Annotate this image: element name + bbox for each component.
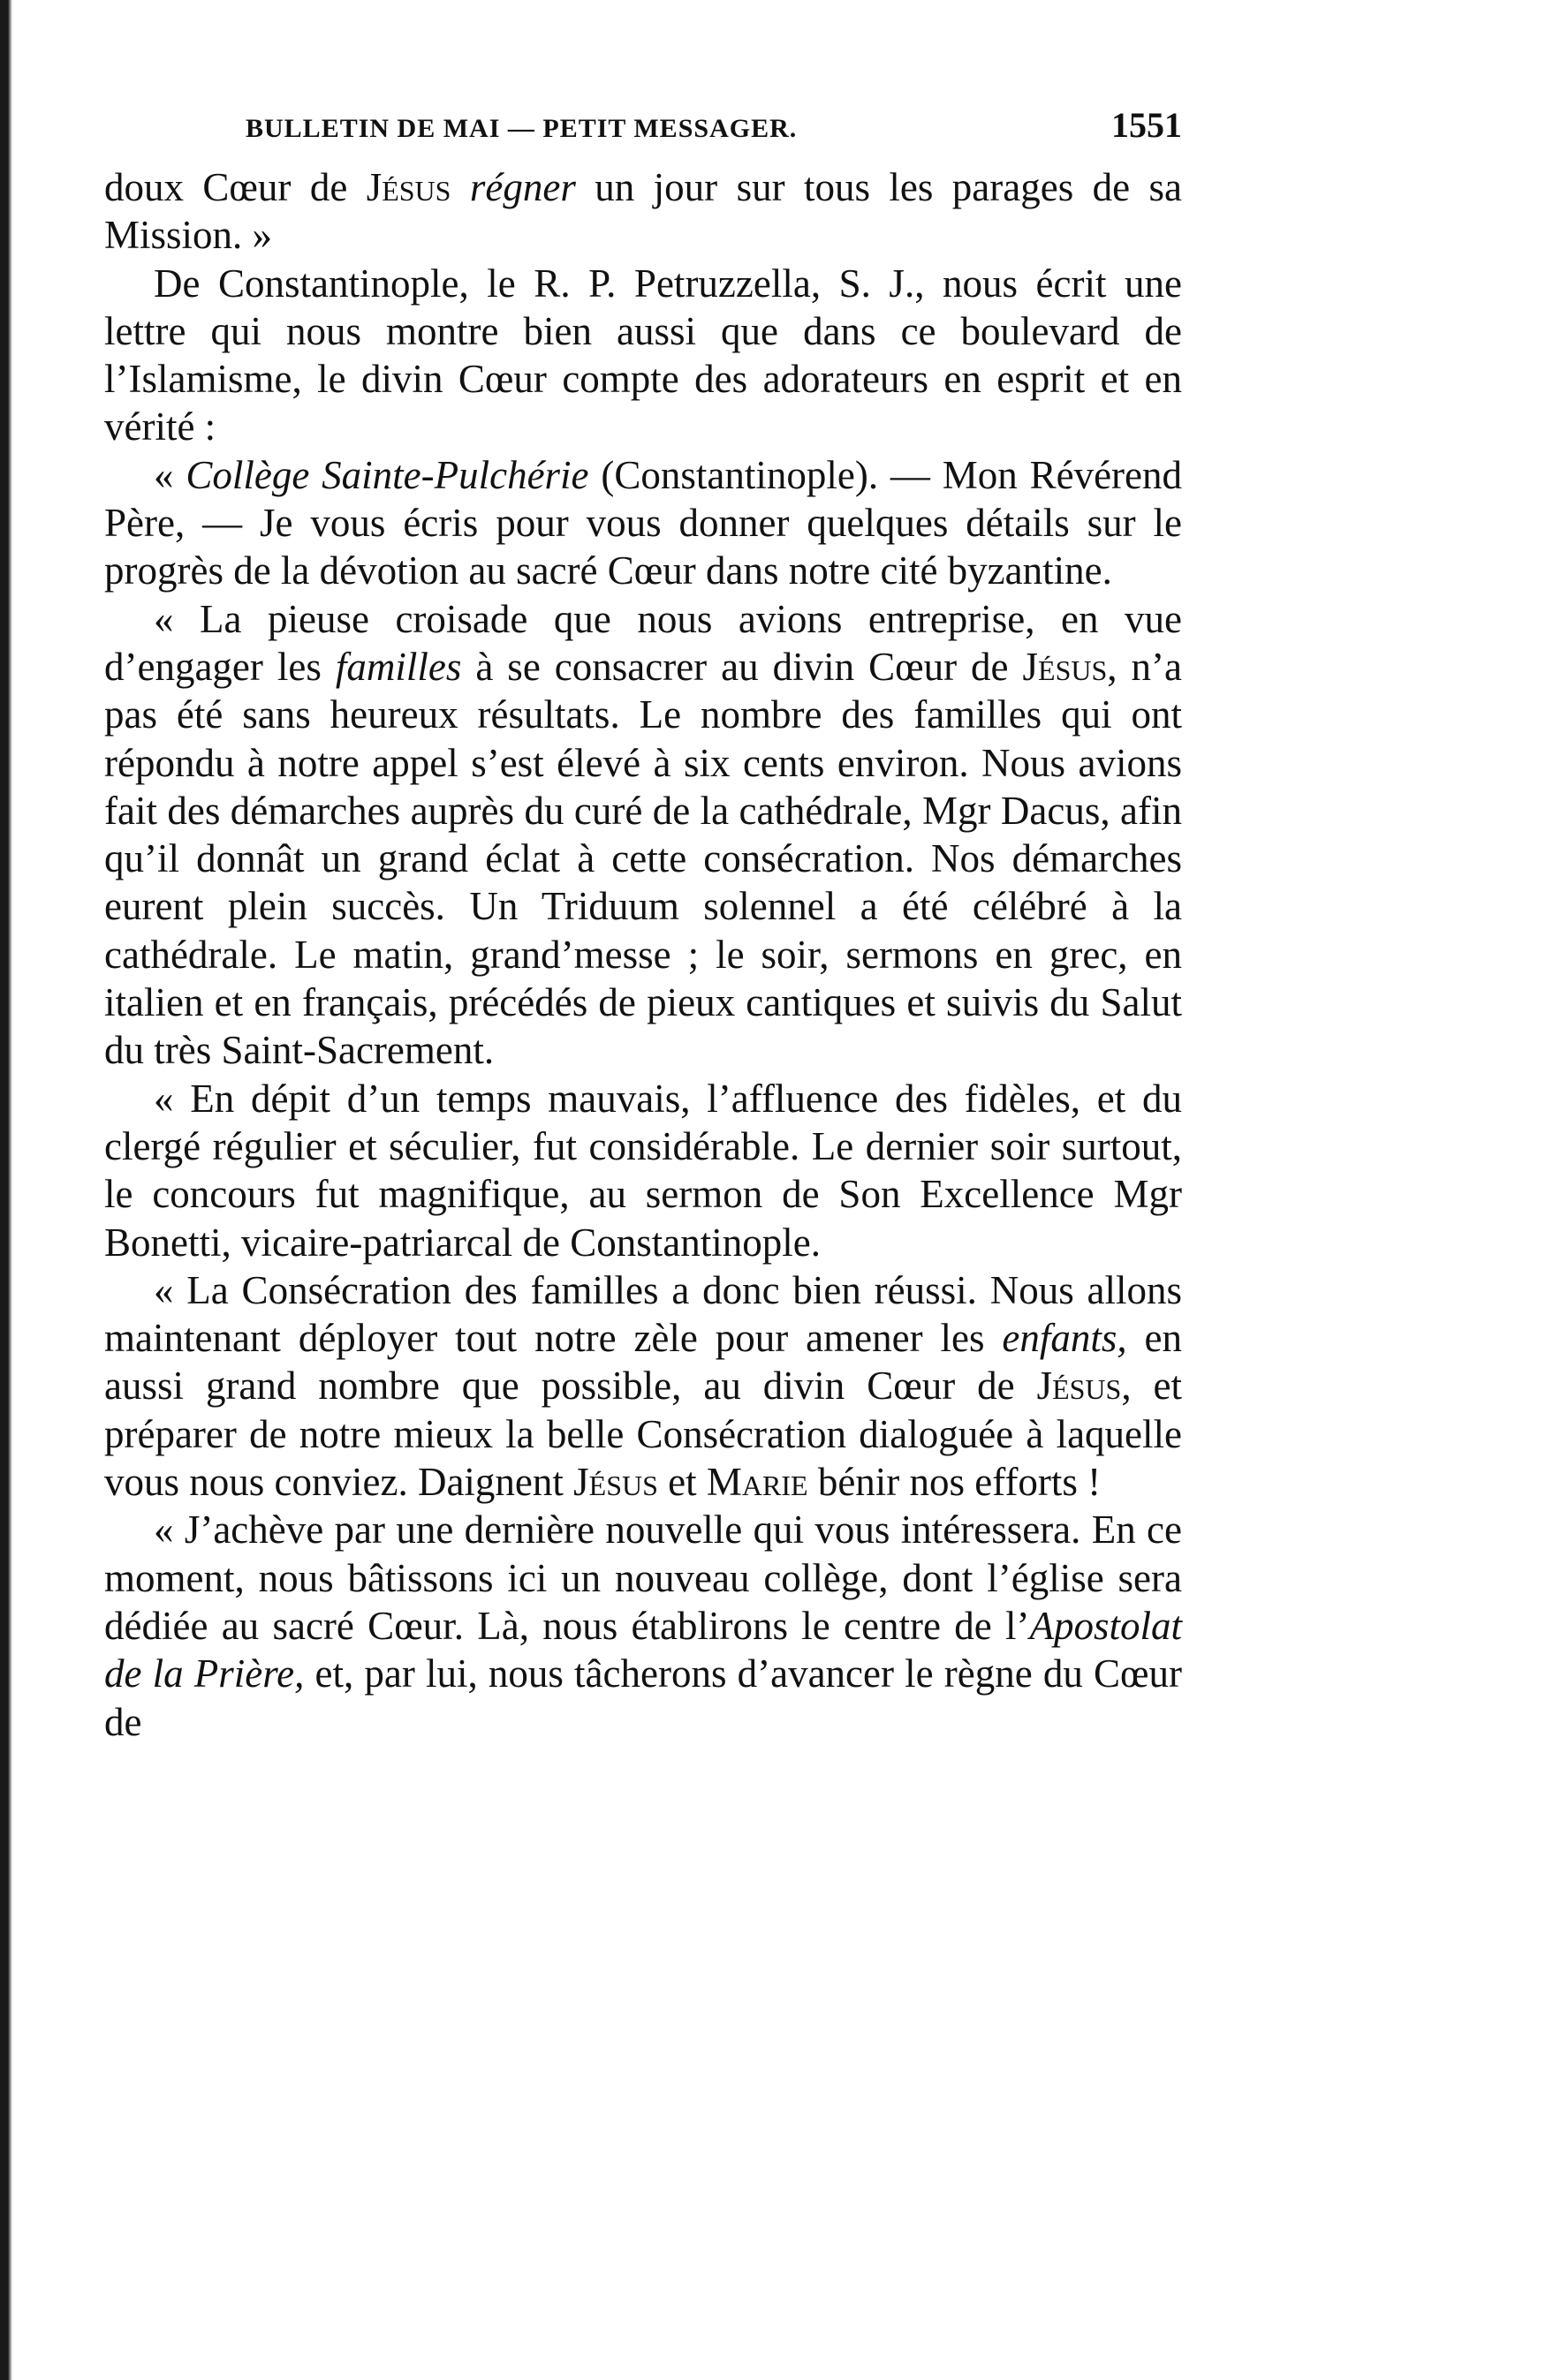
text-run: (Constantinople). — Mon Révérend Père, — Je vous écris pour vous donner quelques détails sur le progrès de la dévotion au sacré Cœur dans notre cité byzantine.: [104, 452, 1182, 593]
text-run: « La pieuse croisade que nous avions entreprise, en vue d’engager les: [104, 596, 1182, 689]
italic-text: régner: [451, 165, 576, 209]
italic-text: Apostolat de la Prière,: [104, 1603, 1182, 1696]
body-text: [104, 163, 1182, 1746]
paragraph: [104, 1075, 1182, 1266]
paragraph: [104, 163, 1182, 260]
book-page: [104, 104, 1182, 1746]
text-run: bénir nos efforts !: [807, 1460, 1102, 1505]
paragraph: [104, 451, 1182, 595]
text-run: un jour sur tous les parages de sa Mission. »: [104, 165, 1182, 258]
italic-text: familles: [335, 644, 462, 689]
small-caps-text: Jésus: [1036, 1364, 1122, 1409]
text-run: , n’a pas été sans heureux résultats. Le nombre des familles qui ont répondu à notre appel s’est élevé à six cents environ. Nous avions fait des démarches auprès du curé de la cathédrale, Mgr Dacus, afin qu’il donnât un grand éclat à cette consécration. Nos démarches eurent plein succès. Un Triduum solennel a été célébré à la cathédrale. Le matin, grand’messe ; le soir, sermons en grec, en italien et en français, précédés de pieux cantiques et suivis du Salut du très Saint-Sacrement.: [104, 644, 1182, 1073]
text-run: et, par lui, nous tâcherons d’avancer le règne du Cœur de: [104, 1651, 1182, 1744]
text-run: « J’achève par une dernière nouvelle qui vous intéressera. En ce moment, nous bâtissons ici un nouveau collège, dont l’église sera dédiée au sacré Cœur. Là, nous établirons le centre de l’: [104, 1507, 1182, 1648]
paragraph: [104, 1506, 1182, 1745]
small-caps-text: Jésus: [1022, 644, 1108, 689]
paragraph: [104, 595, 1182, 1075]
scan-binding-edge: [0, 0, 12, 2380]
small-caps-text: Jésus: [366, 165, 451, 209]
text-run: en aussi grand nombre que possible, au divin Cœur de: [104, 1316, 1182, 1409]
text-run: doux Cœur de: [104, 165, 367, 209]
text-run: De Constantinople, le R. P. Petruzzella, S. J., nous écrit une lettre qui nous montre bien aussi que dans ce boulevard de l’Islamisme, le divin Cœur compte des adorateurs en esprit et en vérité :: [104, 261, 1182, 450]
paragraph: [104, 1266, 1182, 1506]
small-caps-text: Marie: [706, 1460, 808, 1505]
small-caps-text: Jésus: [573, 1460, 658, 1505]
running-title: BULLETIN DE MAI — PETIT MESSAGER.: [246, 114, 798, 143]
running-header: [104, 104, 1182, 146]
text-run: « En dépit d’un temps mauvais, l’affluence des fidèles, et du clergé régulier et séculier, fut considérable. Le dernier soir surtout, le concours fut magnifique, au sermon de Son Excellence Mgr Bonetti, vicaire-patriarcal de Constantinople.: [104, 1076, 1182, 1265]
text-run: «: [154, 452, 186, 497]
text-run: « La Consécration des familles a donc bien réussi. Nous allons maintenant déployer tout notre zèle pour amener les: [104, 1267, 1182, 1361]
text-run: et: [657, 1460, 707, 1505]
italic-text: Collège Sainte-Pulchérie: [186, 452, 589, 497]
paragraph: [104, 260, 1182, 451]
text-run: à se consacrer au divin Cœur de: [461, 644, 1023, 689]
page-number: 1551: [1111, 105, 1182, 145]
italic-text: enfants,: [1002, 1316, 1127, 1361]
text-run: , et préparer de notre mieux la belle Consécration dialoguée à laquelle vous nous conviez. Daignent: [104, 1364, 1182, 1505]
